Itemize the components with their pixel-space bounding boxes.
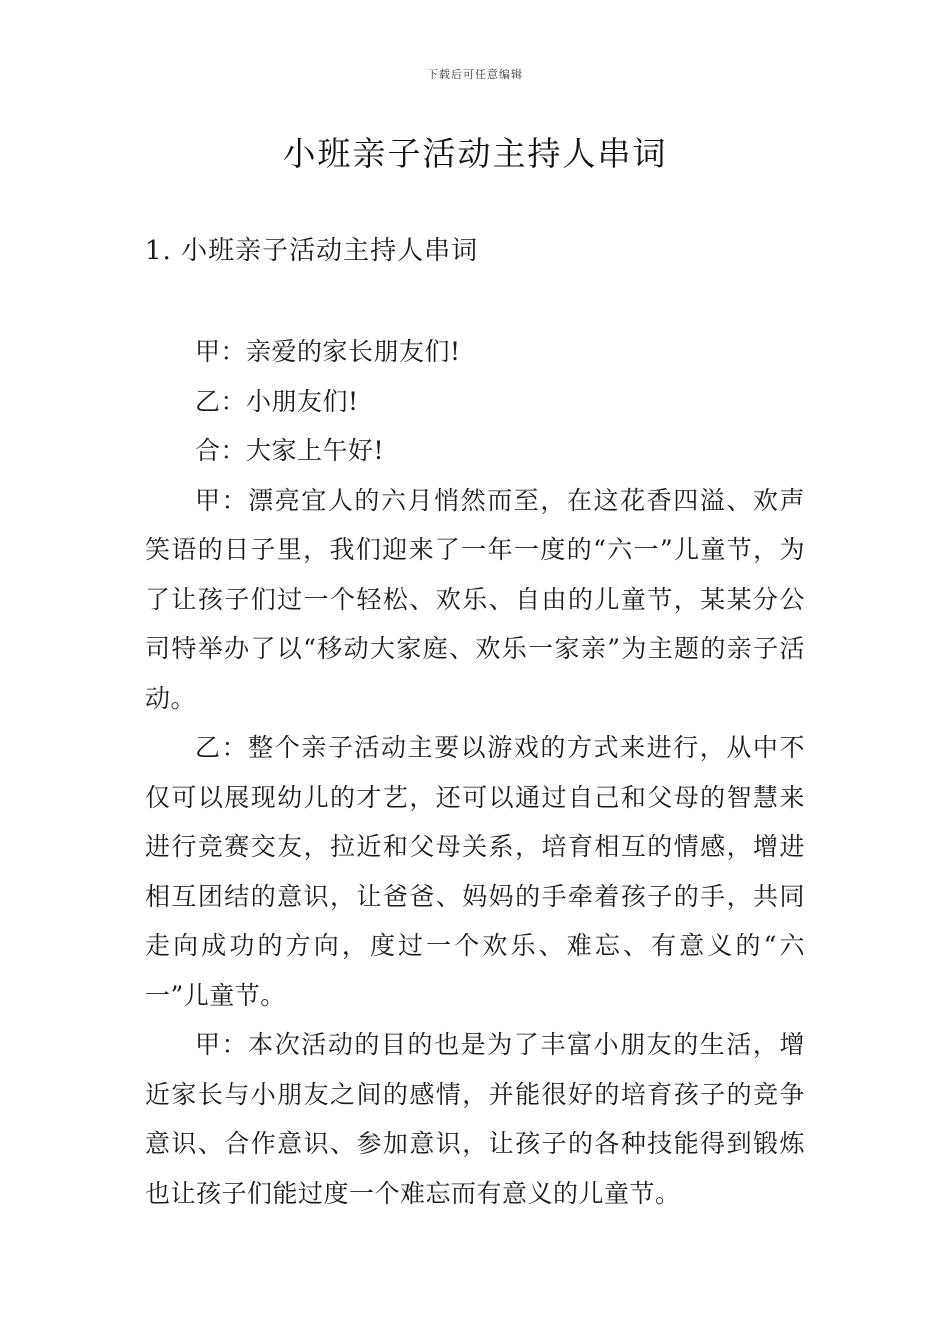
paragraph-greeting-1: 甲：亲爱的家长朋友们!	[195, 337, 461, 366]
paragraph-greeting-2: 乙：小朋友们!	[195, 386, 359, 416]
paragraph-activity: 乙：整个亲子活动主要以游戏的方式来进行，从中不仅可以展现幼儿的才艺，还可以通过自己和父母的智慧来进行竞赛交友，拉近和父母关系，培育相互的情感，增进相互团结的意识，让爸爸、妈妈的手牵着孩子的手，共同走向成功的方向，度过一个欢乐、难忘、有意义的“六一”儿童节。	[145, 733, 805, 1010]
document-body	[145, 327, 805, 1218]
document-title: 小班亲子活动主持人串词	[282, 134, 668, 173]
header-note: 下载后可任意编辑	[427, 68, 523, 81]
paragraph-purpose: 甲：本次活动的目的也是为了丰富小朋友的生活，增近家长与小朋友之间的感情，并能很好的培育孩子的竞争意识、合作意识、参加意识，让孩子的各种技能得到锻炼也让孩子们能过度一个难忘而有意义的儿童节。	[145, 1030, 805, 1208]
paragraph-intro: 甲：漂亮宜人的六月悄然而至，在这花香四溢、欢声笑语的日子里，我们迎来了一年一度的“六一”儿童节，为了让孩子们过一个轻松、欢乐、自由的儿童节，某某分公司特举办了以“移动大家庭、欢乐一家亲”为主题的亲子活动。	[145, 485, 805, 713]
section-heading: 1. 小班亲子活动主持人串词	[145, 236, 479, 266]
paragraph-greeting-3: 合：大家上午好!	[195, 436, 385, 465]
